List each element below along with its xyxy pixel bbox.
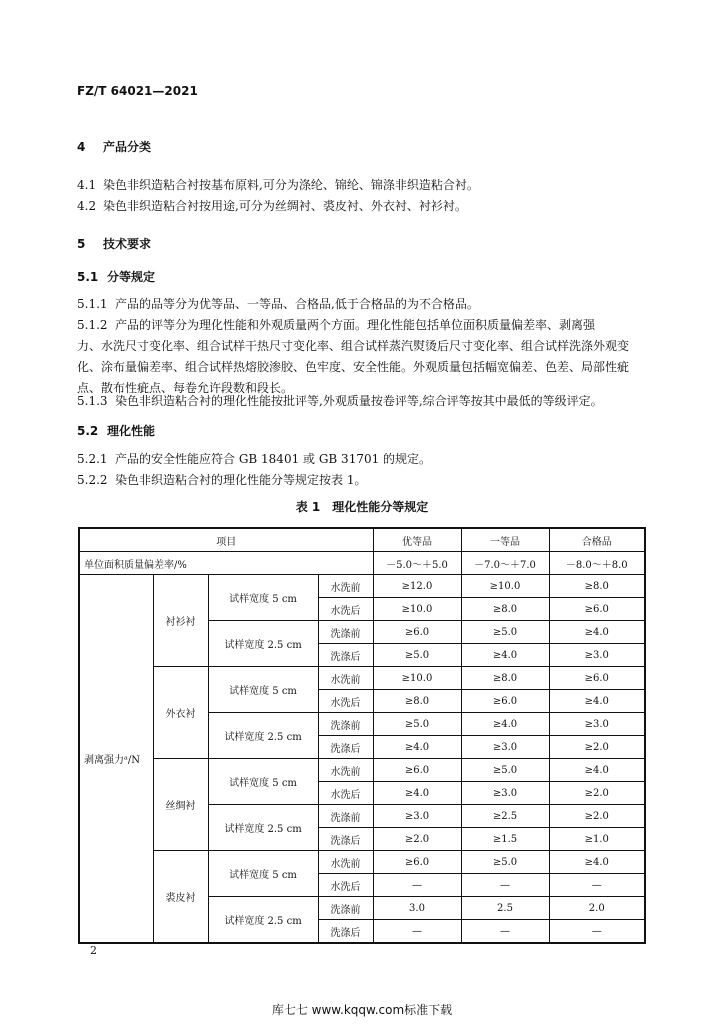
clause-text: 染色非织造粘合衬按用途,可分为丝绸衬、裘皮衬、外衣衬、衬衫衬。: [103, 199, 467, 213]
table-header-row: [79, 528, 645, 552]
cell-value: ≥8.0: [461, 667, 549, 690]
table-row: [79, 851, 645, 874]
clause-4-2: [77, 196, 657, 217]
clause-number: 5.1.3: [77, 394, 108, 408]
cell-value: ≥2.0: [549, 805, 645, 828]
properties-table: [78, 527, 646, 944]
cell-value: —: [549, 874, 645, 897]
condition: 水洗前: [318, 667, 373, 690]
clause-text-line-4: 点、散布性疵点、每卷允许段数和段长。: [77, 381, 294, 395]
header-grade-first: 一等品: [461, 528, 549, 552]
clause-number: 5.2.1: [77, 452, 108, 466]
standard-code: FZ/T 64021—2021: [77, 84, 198, 98]
page-number: 2: [90, 944, 97, 957]
mass-deviation-label: 单位面积质量偏差率/%: [79, 552, 373, 575]
cell-value: —: [461, 874, 549, 897]
peel-strength-label: 剥离强力ᵃ/N: [79, 575, 153, 944]
header-grade-qualified: 合格品: [549, 528, 645, 552]
cell-value: ≥5.0: [373, 644, 461, 667]
cell-value: ≥10.0: [373, 667, 461, 690]
clause-5-1-2: [77, 315, 657, 399]
cell-value: 3.0: [373, 897, 461, 920]
group-name: 外衣衬: [153, 667, 208, 759]
clause-number: 5.1.1: [77, 297, 108, 311]
clause-5-1-1: [77, 294, 657, 315]
section-title: 理化性能: [107, 424, 156, 438]
cell-value: －5.0～＋5.0: [373, 552, 461, 575]
section-5-2-heading: [77, 422, 155, 439]
table-row: [79, 552, 645, 575]
condition: 洗涤后: [318, 736, 373, 759]
sample-width: 试样宽度 2.5 cm: [208, 805, 318, 851]
clause-text: 染色非织造粘合衬的理化性能按批评等,外观质量按卷评等,综合评等按其中最低的等级评定。: [115, 394, 603, 408]
cell-value: ≥4.0: [461, 713, 549, 736]
cell-value: ≥8.0: [461, 598, 549, 621]
clause-text-line-3: 化、涂布量偏差率、组合试样热熔胶渗胶、色牢度、安全性能。外观质量包括幅宽偏差、色差、局部性疵: [77, 360, 630, 374]
cell-value: ≥8.0: [549, 575, 645, 598]
cell-value: ≥3.0: [549, 713, 645, 736]
cell-value: ≥4.0: [549, 621, 645, 644]
section-4-heading: [77, 138, 151, 155]
cell-value: ≥10.0: [373, 598, 461, 621]
sample-width: 试样宽度 2.5 cm: [208, 713, 318, 759]
cell-value: ≥4.0: [373, 782, 461, 805]
clause-5-2-1: [77, 449, 657, 470]
sample-width: 试样宽度 2.5 cm: [208, 897, 318, 944]
cell-value: 2.0: [549, 897, 645, 920]
cell-value: ≥4.0: [461, 644, 549, 667]
section-title: 分等规定: [107, 270, 156, 284]
cell-value: ≥6.0: [373, 759, 461, 782]
cell-value: －8.0～＋8.0: [549, 552, 645, 575]
section-number: 5.2: [77, 424, 99, 438]
cell-value: ≥8.0: [373, 690, 461, 713]
clause-number: 5.1.2: [77, 318, 108, 332]
cell-value: ≥6.0: [549, 667, 645, 690]
condition: 洗涤前: [318, 897, 373, 920]
section-number: 4: [77, 140, 86, 154]
condition: 洗涤前: [318, 713, 373, 736]
cell-value: ≥12.0: [373, 575, 461, 598]
condition: 洗涤前: [318, 805, 373, 828]
cell-value: ≥3.0: [461, 736, 549, 759]
sample-width: 试样宽度 5 cm: [208, 759, 318, 805]
table-row: [79, 667, 645, 690]
cell-value: ≥2.0: [549, 782, 645, 805]
condition: 水洗后: [318, 598, 373, 621]
cell-value: ≥2.0: [373, 828, 461, 851]
clause-number: 4.1: [77, 178, 97, 192]
table-caption: 表 1 理化性能分等规定: [295, 500, 429, 514]
section-5-1-heading: [77, 268, 155, 285]
cell-value: ≥3.0: [549, 644, 645, 667]
clause-text-line-1: 产品的评等分为理化性能和外观质量两个方面。理化性能包括单位面积质量偏差率、剥离强: [115, 318, 596, 332]
sample-width: 试样宽度 5 cm: [208, 667, 318, 713]
section-title: 产品分类: [103, 140, 152, 154]
clause-5-2-2: [77, 470, 657, 491]
condition: 水洗后: [318, 874, 373, 897]
table-row: [79, 575, 645, 598]
cell-value: ≥6.0: [373, 851, 461, 874]
section-number: 5: [77, 237, 86, 251]
clause-text: 产品的安全性能应符合 GB 18401 或 GB 31701 的规定。: [115, 452, 432, 466]
cell-value: ≥4.0: [549, 690, 645, 713]
condition: 洗涤前: [318, 621, 373, 644]
section-title: 技术要求: [103, 237, 152, 251]
sample-width: 试样宽度 5 cm: [208, 575, 318, 621]
cell-value: ≥5.0: [461, 621, 549, 644]
clause-5-1-3: [77, 391, 657, 412]
condition: 水洗后: [318, 782, 373, 805]
clause-text: 染色非织造粘合衬按基布原料,可分为涤纶、锦纶、锦涤非织造粘合衬。: [103, 178, 479, 192]
cell-value: ≥2.5: [461, 805, 549, 828]
condition: 洗涤后: [318, 828, 373, 851]
cell-value: －7.0～＋7.0: [461, 552, 549, 575]
group-name: 裘皮衬: [153, 851, 208, 944]
section-5-heading: [77, 235, 151, 252]
cell-value: 2.5: [461, 897, 549, 920]
clause-text: 产品的品等分为优等品、一等品、合格品,低于合格品的为不合格品。: [115, 297, 479, 311]
footer-watermark: 库七七 www.kqqw.com标准下载: [271, 1003, 453, 1017]
clause-number: 4.2: [77, 199, 97, 213]
clause-text-line-2: 力、水洗尺寸变化率、组合试样干热尺寸变化率、组合试样蒸汽熨烫后尺寸变化率、组合试样洗涤外观变: [77, 339, 630, 353]
group-name: 丝绸衬: [153, 759, 208, 851]
cell-value: —: [373, 874, 461, 897]
clause-number: 5.2.2: [77, 473, 108, 487]
cell-value: ≥4.0: [373, 736, 461, 759]
condition: 水洗前: [318, 575, 373, 598]
condition: 水洗前: [318, 851, 373, 874]
condition: 洗涤后: [318, 920, 373, 944]
clause-text: 染色非织造粘合衬的理化性能分等规定按表 1。: [115, 473, 367, 487]
cell-value: —: [461, 920, 549, 944]
cell-value: ≥4.0: [549, 851, 645, 874]
sample-width: 试样宽度 2.5 cm: [208, 621, 318, 667]
table-row: [79, 759, 645, 782]
cell-value: ≥3.0: [461, 782, 549, 805]
cell-value: ≥6.0: [549, 598, 645, 621]
cell-value: ≥5.0: [461, 851, 549, 874]
header-item: 项目: [79, 528, 373, 552]
cell-value: ≥2.0: [549, 736, 645, 759]
cell-value: ≥10.0: [461, 575, 549, 598]
cell-value: ≥1.5: [461, 828, 549, 851]
cell-value: ≥6.0: [373, 621, 461, 644]
cell-value: ≥4.0: [549, 759, 645, 782]
cell-value: ≥5.0: [373, 713, 461, 736]
sample-width: 试样宽度 5 cm: [208, 851, 318, 897]
condition: 洗涤后: [318, 644, 373, 667]
cell-value: —: [549, 920, 645, 944]
cell-value: ≥6.0: [461, 690, 549, 713]
condition: 水洗后: [318, 690, 373, 713]
cell-value: ≥3.0: [373, 805, 461, 828]
header-grade-superior: 优等品: [373, 528, 461, 552]
group-name: 衬衫衬: [153, 575, 208, 667]
section-number: 5.1: [77, 270, 99, 284]
clause-4-1: [77, 175, 657, 196]
cell-value: —: [373, 920, 461, 944]
condition: 水洗前: [318, 759, 373, 782]
cell-value: ≥1.0: [549, 828, 645, 851]
cell-value: ≥5.0: [461, 759, 549, 782]
